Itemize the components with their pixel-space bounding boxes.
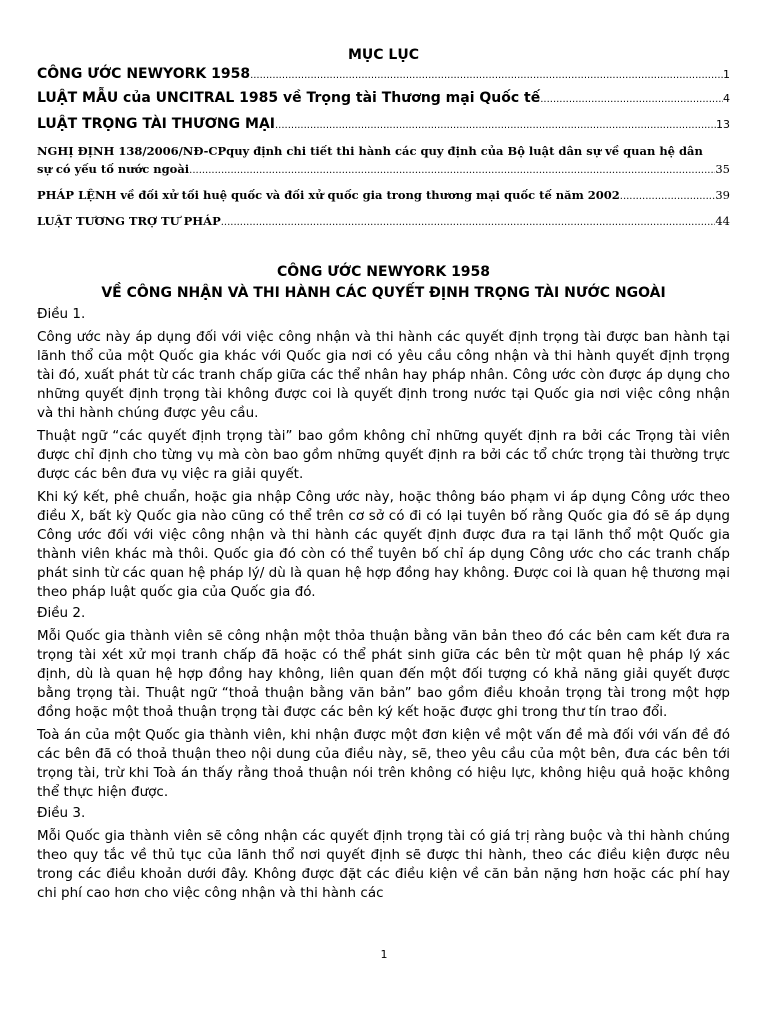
document-page (37, 44, 730, 903)
toc-entry-page: 4 (723, 92, 730, 105)
toc-entry-page: 44 (715, 214, 730, 228)
page-number: 1 (380, 948, 388, 961)
toc-entry-6[interactable] (37, 212, 730, 232)
toc-entry-label-bold: NGHỊ ĐỊNH 138/2006/NĐ-CP (37, 144, 227, 158)
toc-entry-page: 35 (715, 162, 730, 176)
toc-entry-5[interactable] (37, 186, 730, 206)
paragraph: Mỗi Quốc gia thành viên sẽ công nhận một thỏa thuận bằng văn bản theo đó các bên cam kết đưa ra trọng tài xét xử mọi tranh chấp đã hoặc có thể phát sinh giữa các bên từ một quan hệ pháp lý xác định, dù là quan hệ hợp đồng hay không, liên quan đến một đối tượng có khả năng giải quyết được bằng trọng tài. Thuật ngữ “thoả thuận bằng văn bản” bao gồm điều khoản trọng tài trong một hợp đồng hoặc một thoả thuận trọng tài được các bên ký kết hoặc được ghi trong thư tín trao đổi. (37, 628, 730, 720)
toc-leader-dots (275, 116, 716, 132)
toc-entry-3[interactable] (37, 116, 730, 140)
toc-entry-label-bold: PHÁP LỆNH (37, 188, 117, 202)
toc-entry-label: LUẬT MẪU của UNCITRAL 1985 về Trọng tài Thương mại Quốc tế (37, 90, 541, 106)
paragraph: Toà án của một Quốc gia thành viên, khi nhận được một đơn kiện về một vấn đề mà đối với vấn đề đó các bên đã có thoả thuận theo nội dung của điều này, sẽ, theo yêu cầu của một bên, đưa các bên tới trọng tài, trừ khi Toà án thấy rằng thoả thuận nói trên không có hiệu lực, không hiệu quả hoặc không thể thực hiện được. (37, 727, 730, 800)
toc-entry-page: 13 (716, 118, 730, 131)
paragraph: Mỗi Quốc gia thành viên sẽ công nhận các quyết định trọng tài có giá trị ràng buộc và thi hành chúng theo quy tắc về thủ tục của lãnh thổ nơi quyết định sẽ được thi hành, theo các điều kiện được nêu trong các điều khoản dưới đây. Không được đặt các điều kiện về căn bản nặng hơn hoặc các phí hay chi phí cao hơn cho việc công nhận và thi hành các (37, 828, 730, 901)
toc-leader-dots (620, 186, 716, 206)
document-title: CÔNG ƯỚC NEWYORK 1958 (276, 264, 491, 280)
toc-entry-1[interactable] (37, 66, 730, 90)
toc-entry-label-rest: quy định chi tiết thi hành các quy định của Bộ luật dân sự về quan hệ dân (226, 144, 703, 158)
paragraph: Khi ký kết, phê chuẩn, hoặc gia nhập Công ước này, hoặc thông báo phạm vi áp dụng Công ước theo điều X, bất kỳ Quốc gia nào cũng có thể trên cơ sở có đi có lại tuyên bố rằng Quốc gia đó sẽ áp dụng Công ước đối với việc công nhận và thi hành các quyết định được đưa ra tại lãnh thổ một Quốc gia thành viên khác mà thôi. Quốc gia đó còn có thể tuyên bố chỉ áp dụng Công ước cho các tranh chấp phát sinh từ các quan hệ pháp lý/ dù là quan hệ hợp đồng hay không. Được coi là quan hệ thương mại theo pháp luật quốc gia của Quốc gia đó. (37, 489, 730, 600)
toc-title: MỤC LỤC (347, 47, 419, 63)
toc-leader-dots (221, 212, 716, 232)
toc-leader-dots (189, 160, 715, 180)
article-heading-1: Điều 1. (37, 306, 86, 322)
toc-entry-label-cont: sự có yếu tố nước ngoài (37, 162, 190, 176)
article-heading-3: Điều 3. (37, 805, 86, 821)
toc-leader-dots (250, 66, 723, 82)
toc-entry-label: LUẬT TƯƠNG TRỢ TƯ PHÁP (37, 214, 221, 228)
toc-leader-dots (540, 90, 723, 106)
paragraph: Công ước này áp dụng đối với việc công nhận và thi hành các quyết định trọng tài được ban hành tại lãnh thổ của một Quốc gia khác với Quốc gia nơi có yêu cầu công nhận và thi hành quyết định trọng tài đó, xuất phát từ các tranh chấp giữa các thể nhân hay pháp nhân. Công ước còn được áp dụng cho những quyết định trọng tài không được coi là quyết định trong nước tại Quốc gia nơi việc công nhận và thi hành chúng được yêu cầu. (37, 329, 730, 421)
paragraph: Thuật ngữ “các quyết định trọng tài” bao gồm không chỉ những quyết định ra bởi các Trọng tài viên được chỉ định cho từng vụ mà còn bao gồm những quyết định ra bởi các tổ chức trọng tài thường trực được các bên đưa vụ việc ra giải quyết. (37, 428, 730, 482)
toc-entry-2[interactable] (37, 90, 730, 116)
toc-entry-label-rest: về đối xử tối huệ quốc và đối xử quốc gia trong thương mại quốc tế năm 2002 (116, 188, 620, 202)
article-heading-2: Điều 2. (37, 605, 86, 621)
toc-entry-label: LUẬT TRỌNG TÀI THƯƠNG MẠI (37, 116, 275, 132)
toc-entry-page: 39 (715, 188, 730, 202)
toc-entry-4[interactable] (37, 142, 730, 180)
toc-entry-label: CÔNG ƯỚC NEWYORK 1958 (37, 66, 251, 82)
document-subtitle: VỀ CÔNG NHẬN VÀ THI HÀNH CÁC QUYẾT ĐỊNH TRỌNG TÀI NƯỚC NGOÀI (101, 285, 666, 301)
toc-entry-page: 1 (723, 68, 730, 81)
